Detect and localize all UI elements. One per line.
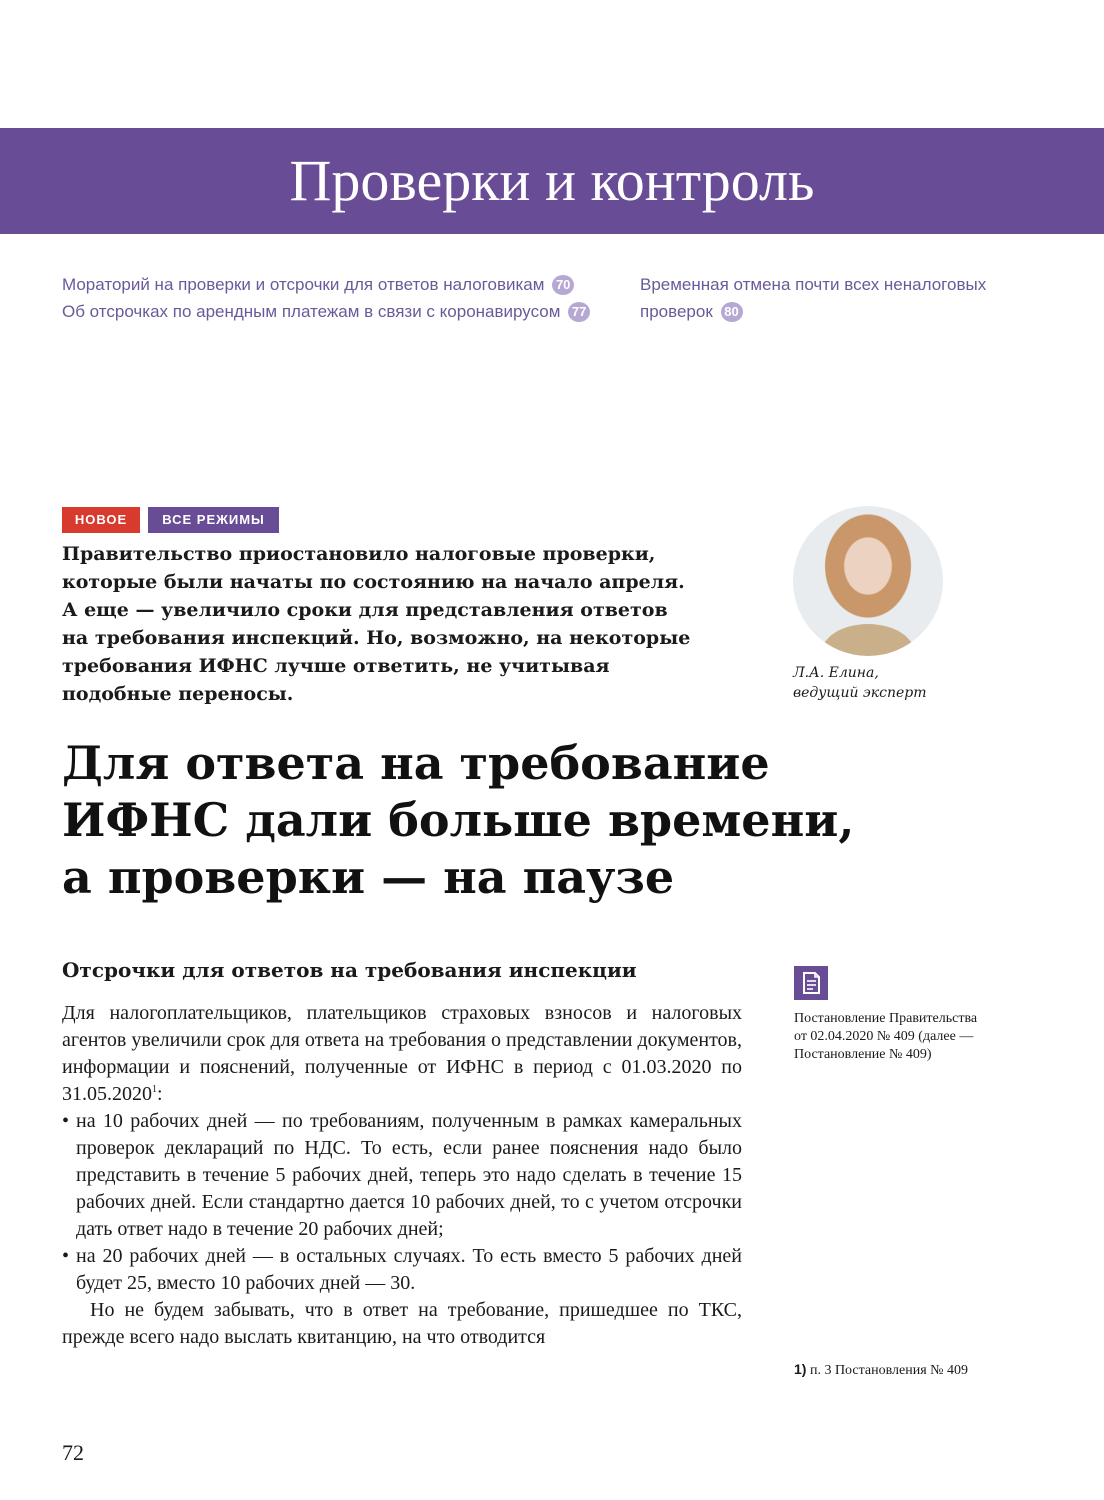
side-note-line: Постановление № 409) bbox=[794, 1047, 932, 1062]
page-badge: 70 bbox=[552, 275, 574, 295]
intro-text: Для налогоплательщиков, плательщиков страховых взносов и налоговых агентов увеличили срок для ответа на требования о представлении документов, информации и пояснений, полученные от ИФНС в период с 01.03.2020 по 31.05.2020 bbox=[62, 1002, 742, 1105]
lead-line: Правительство приостановило налоговые проверки, bbox=[62, 543, 656, 565]
toc-item-text[interactable]: Мораторий на проверки и отсрочки для ответов налоговикам bbox=[62, 275, 545, 294]
lead-line: на требования инспекций. Но, возможно, на некоторые bbox=[62, 627, 691, 649]
toc-right[interactable] bbox=[640, 271, 1040, 325]
list-item: • на 10 рабочих дней — по требованиям, полученным в рамках камеральных проверок деклараций по НДС. То есть, если ранее пояснения надо было представить в течение 5 рабочих дней, теперь это надо сделать в течение 15 рабочих дней. Если стандартно дается 10 рабочих дней, то с учетом отсрочки дать ответ надо в течение 20 рабочих дней; bbox=[62, 1108, 742, 1243]
footnote-ref[interactable]: 1 bbox=[152, 1084, 157, 1095]
intro-paragraph bbox=[62, 1000, 742, 1108]
author-photo bbox=[793, 506, 943, 656]
tag-new: НОВОЕ bbox=[62, 507, 140, 533]
author-role: ведущий эксперт bbox=[793, 685, 927, 701]
lead-line: подобные переносы. bbox=[62, 683, 294, 705]
footnote bbox=[794, 1360, 1044, 1380]
section-subheading: Отсрочки для ответов на требования инспекции bbox=[62, 958, 637, 982]
toc-item[interactable] bbox=[640, 298, 1040, 325]
side-note-line: от 02.04.2020 № 409 (далее — bbox=[794, 1029, 974, 1044]
toc-item[interactable] bbox=[62, 298, 622, 325]
lead-line: А еще — увеличило сроки для представления ответов bbox=[62, 599, 668, 621]
toc-item[interactable] bbox=[62, 271, 622, 298]
toc-item-text[interactable]: Об отсрочках по арендным платежам в связи с коронавирусом bbox=[62, 302, 561, 321]
toc-left bbox=[62, 271, 622, 325]
headline-line: ИФНС дали больше времени, bbox=[62, 793, 855, 847]
side-note bbox=[794, 1010, 1024, 1064]
author-caption bbox=[793, 663, 1013, 703]
section-banner bbox=[0, 128, 1104, 234]
author-photo-shirt bbox=[821, 624, 915, 656]
section-title: Проверки и контроль bbox=[289, 148, 815, 213]
page-badge: 77 bbox=[568, 302, 590, 322]
lead-paragraph bbox=[62, 540, 742, 708]
toc-item-text-line[interactable]: Временная отмена почти всех неналоговых bbox=[640, 275, 987, 294]
article-body bbox=[62, 1000, 742, 1351]
headline-line: а проверки — на паузе bbox=[62, 850, 675, 904]
footnote-text: п. 3 Постановления № 409 bbox=[806, 1363, 969, 1378]
lead-line: которые были начаты по состоянию на начало апреля. bbox=[62, 571, 685, 593]
tag-all-regimes: ВСЕ РЕЖИМЫ bbox=[148, 507, 279, 533]
list-item: • на 20 рабочих дней — в остальных случаях. То есть вместо 5 рабочих дней будет 25, вместо 10 рабочих дней — 30. bbox=[62, 1243, 742, 1297]
footnote-marker: 1) bbox=[794, 1361, 807, 1377]
author-name: Л.А. Елина, bbox=[793, 665, 879, 681]
page-badge: 80 bbox=[721, 302, 743, 322]
page-number: 72 bbox=[62, 1440, 84, 1465]
lead-line: требования ИФНС лучше ответить, не учитывая bbox=[62, 655, 610, 677]
toc-item-text-line[interactable]: проверок bbox=[640, 302, 713, 321]
intro-end: : bbox=[157, 1083, 163, 1105]
side-note-line: Постановление Правительства bbox=[794, 1011, 978, 1026]
document-icon bbox=[794, 966, 828, 1000]
headline-line: Для ответа на требование bbox=[62, 736, 770, 790]
article-headline bbox=[62, 735, 962, 906]
bullet-list bbox=[62, 1108, 742, 1297]
continuation-paragraph: Но не будем забывать, что в ответ на требование, пришедшее по ТКС, прежде всего надо выслать квитанцию, на что отводится bbox=[62, 1299, 742, 1348]
